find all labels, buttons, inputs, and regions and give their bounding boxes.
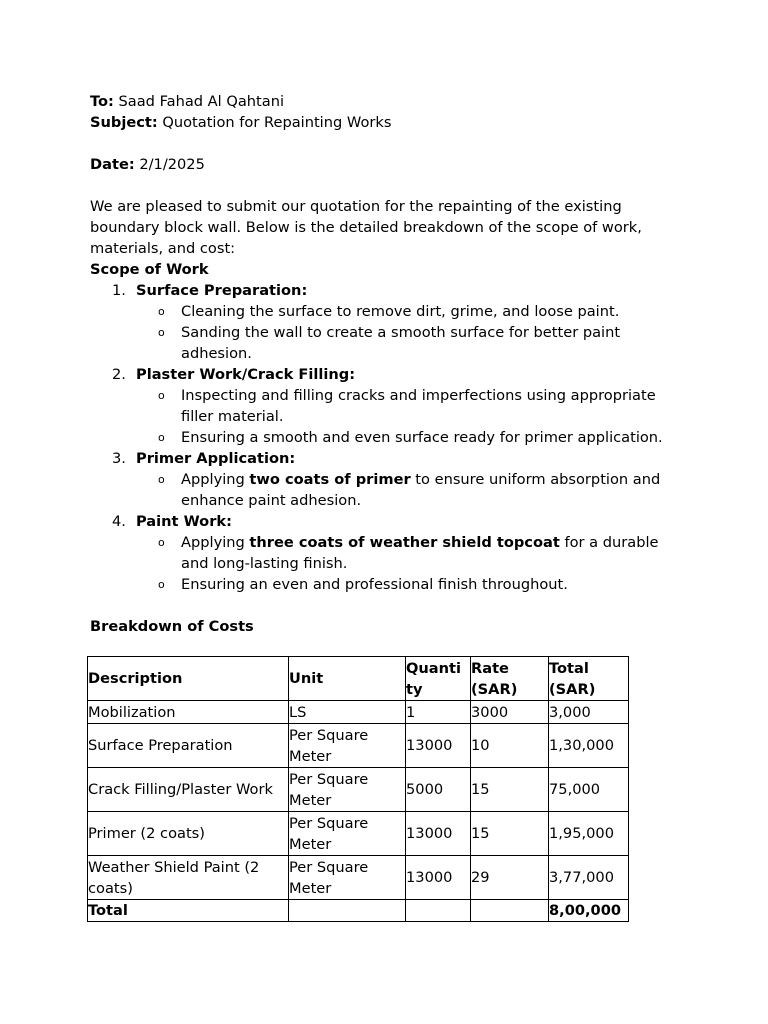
scope-subitems: [136, 301, 680, 364]
scope-item: [90, 280, 680, 364]
hollow-bullet-icon: o: [158, 305, 165, 318]
cost-breakdown-table: [87, 656, 629, 922]
cell-unit: Per Square Meter: [289, 724, 406, 768]
empty-cell: [471, 900, 549, 922]
scope-item: [90, 511, 680, 595]
table-row: [88, 701, 629, 724]
hollow-bullet-icon: o: [158, 473, 165, 486]
blank-line: [90, 175, 680, 196]
recipient-line: [90, 91, 680, 112]
scope-subitems: [136, 532, 680, 595]
table-row: [88, 856, 629, 900]
cell-total: 3,000: [549, 701, 629, 724]
cell-description: Weather Shield Paint (2 coats): [88, 856, 289, 900]
scope-subitem: o Applying three coats of weather shield topcoat for a durable and long-lasting finish.: [158, 534, 659, 572]
table-row: [88, 724, 629, 768]
total-value: 8,00,000: [549, 900, 629, 922]
cell-total: 3,77,000: [549, 856, 629, 900]
scope-subitem: o Cleaning the surface to remove dirt, grime, and loose paint.: [158, 303, 620, 320]
scope-subitems: [136, 469, 680, 511]
cell-rate: 15: [471, 768, 549, 812]
scope-item-title: Paint Work:: [136, 513, 232, 530]
cell-description: Primer (2 coats): [88, 812, 289, 856]
date-line: [90, 154, 680, 175]
table-header-row: [88, 657, 629, 701]
empty-cell: [406, 900, 471, 922]
blank-line: [90, 133, 680, 154]
costs-title: Breakdown of Costs: [90, 618, 254, 635]
scope-item-number: 1.: [112, 282, 126, 299]
empty-cell: [289, 900, 406, 922]
scope-subitem: o Sanding the wall to create a smooth surface for better paint adhesion.: [158, 324, 621, 362]
cell-description: Crack Filling/Plaster Work: [88, 768, 289, 812]
scope-item-title: Surface Preparation:: [136, 282, 308, 299]
scope-item: [90, 448, 680, 511]
scope-subitem: o Inspecting and filling cracks and imperfections using appropriate filler material.: [158, 387, 656, 425]
scope-subitem: o Applying two coats of primer to ensure uniform absorption and enhance paint adhesion.: [158, 471, 661, 509]
column-header-rate: Rate (SAR): [471, 657, 549, 701]
cell-total: 75,000: [549, 768, 629, 812]
table-row: [88, 812, 629, 856]
date-label: Date:: [90, 156, 135, 173]
table-total-row: [88, 900, 629, 922]
cell-rate: 10: [471, 724, 549, 768]
recipient-name: Saad Fahad Al Qahtani: [118, 93, 285, 110]
subject-label: Subject:: [90, 114, 158, 131]
cell-quantity: 1: [406, 701, 471, 724]
subject-line: [90, 112, 680, 133]
scope-subitem: o Ensuring an even and professional finish throughout.: [158, 576, 568, 593]
cell-unit: Per Square Meter: [289, 812, 406, 856]
cell-quantity: 13000: [406, 724, 471, 768]
scope-item-number: 2.: [112, 366, 126, 383]
cell-rate: 15: [471, 812, 549, 856]
scope-item-title: Plaster Work/Crack Filling:: [136, 366, 356, 383]
to-label: To:: [90, 93, 114, 110]
cell-quantity: 13000: [406, 856, 471, 900]
scope-item-title: Primer Application:: [136, 450, 296, 467]
document-body: [90, 91, 680, 637]
scope-title: Scope of Work: [90, 261, 209, 278]
hollow-bullet-icon: o: [158, 389, 165, 402]
cell-quantity: 5000: [406, 768, 471, 812]
cell-unit: Per Square Meter: [289, 856, 406, 900]
table-row: [88, 768, 629, 812]
cell-rate: 3000: [471, 701, 549, 724]
subject-text: Quotation for Repainting Works: [162, 114, 392, 131]
scope-item: [90, 364, 680, 448]
column-header-total: Total (SAR): [549, 657, 629, 701]
cell-total: 1,30,000: [549, 724, 629, 768]
hollow-bullet-icon: o: [158, 326, 165, 339]
cell-description: Surface Preparation: [88, 724, 289, 768]
cell-rate: 29: [471, 856, 549, 900]
scope-subitem: o Ensuring a smooth and even surface ready for primer application.: [158, 429, 663, 446]
cell-unit: Per Square Meter: [289, 768, 406, 812]
column-header-quantity: Quanti ty: [406, 657, 471, 701]
cell-quantity: 13000: [406, 812, 471, 856]
scope-item-number: 4.: [112, 513, 126, 530]
hollow-bullet-icon: o: [158, 536, 165, 549]
cell-unit: LS: [289, 701, 406, 724]
total-label: Total: [88, 900, 289, 922]
scope-subitems: [136, 385, 680, 448]
column-header-description: Description: [88, 657, 289, 701]
column-header-unit: Unit: [289, 657, 406, 701]
intro-paragraph: We are pleased to submit our quotation for the repainting of the existing boundary block wall. Below is the detailed breakdown of the scope of work, materials, and cost:: [90, 198, 642, 257]
date-value: 2/1/2025: [139, 156, 205, 173]
cell-description: Mobilization: [88, 701, 289, 724]
hollow-bullet-icon: o: [158, 431, 165, 444]
scope-list: [90, 280, 680, 595]
hollow-bullet-icon: o: [158, 578, 165, 591]
cell-total: 1,95,000: [549, 812, 629, 856]
scope-item-number: 3.: [112, 450, 126, 467]
